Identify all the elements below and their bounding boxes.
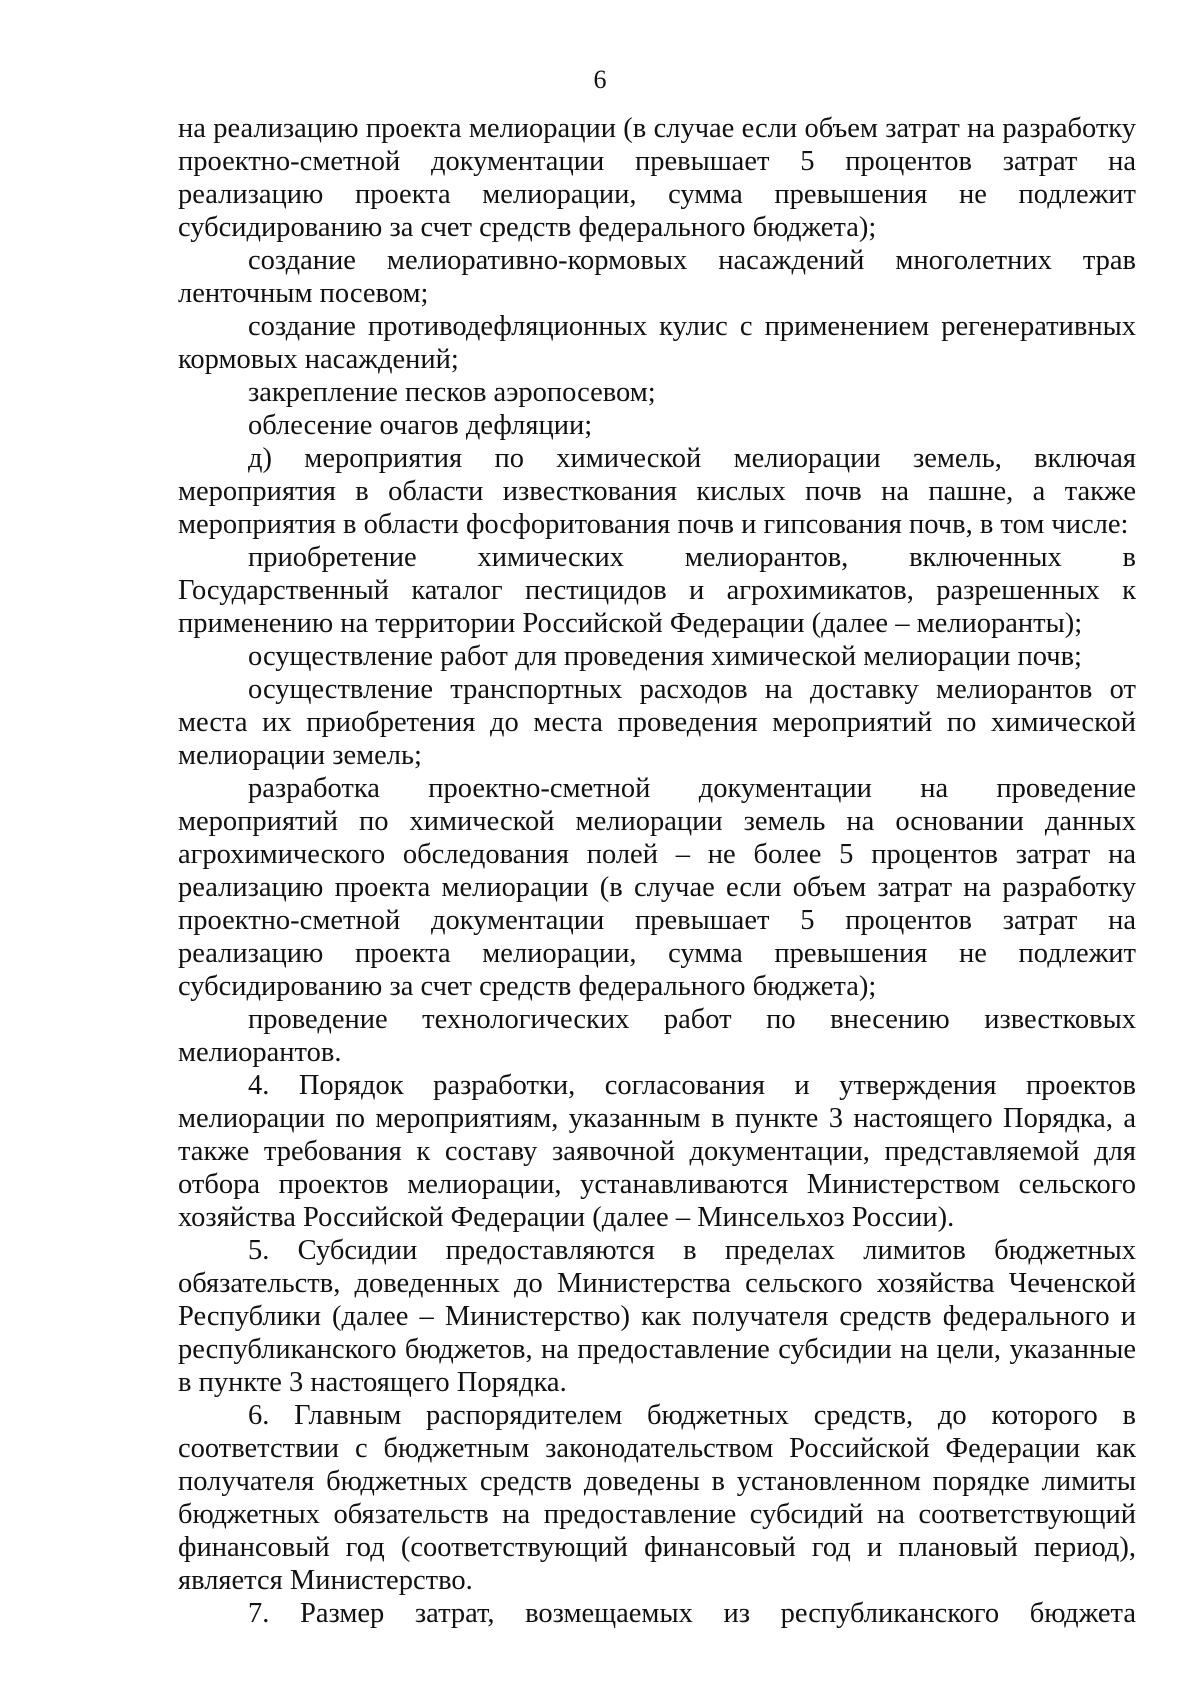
paragraph-sand-fixation: закрепление песков аэропосевом; <box>248 377 656 408</box>
paragraph-section-6: 6. Главным распорядителем бюджетных средств, до которого в соответствии с бюджетным законодательством Российской Федерации как получателя бюджетных средств доведены в установленном порядке лимиты бюджетных обязательств на предоставление субсидий на соответствующий финансовый год (соответствующий финансовый год и плановый период), является Министерство. <box>178 1400 1136 1596</box>
paragraph-section-4: 4. Порядок разработки, согласования и утверждения проектов мелиорации по мероприятиям, указанным в пункте 3 настоящего Порядка, а также требования к составу заявочной документации, представляемой для отбора проектов мелиорации, устанавливаются Министерством сельского хозяйства Российской Федерации (далее – Минсельхоз России). <box>178 1070 1136 1233</box>
paragraph-afforestation: облесение очагов дефляции; <box>248 410 593 441</box>
paragraph-section-7: 7. Размер затрат, возмещаемых из республиканского бюджета <box>248 1598 1136 1629</box>
paragraph-chemical-works: осуществление работ для проведения химической мелиорации почв; <box>248 641 1082 672</box>
document-body <box>178 112 1136 1630</box>
paragraph-section-5: 5. Субсидии предоставляются в пределах лимитов бюджетных обязательств, доведенных до Министерства сельского хозяйства Чеченской Республики (далее – Министерство) как получателя средств федерального и республиканского бюджетов, на предоставление субсидии на цели, указанные в пункте 3 настоящего Порядка. <box>178 1235 1136 1398</box>
paragraph-design-documentation: разработка проектно-сметной документации на проведение мероприятий по химической мелиорации земель на основании данных агрохимического обследования полей – не более 5 процентов затрат на реализацию проекта мелиорации (в случае если объем затрат на разработку проектно-сметной документации превышает 5 процентов затрат на реализацию проекта мелиорации, сумма превышения не подлежит субсидированию за счет средств федерального бюджета); <box>178 773 1136 1002</box>
paragraph-transport-costs: осуществление транспортных расходов на доставку мелиорантов от места их приобретения до места проведения мероприятий по химической мелиорации земель; <box>178 674 1136 771</box>
page-number: 6 <box>593 65 607 94</box>
paragraph-item-d: д) мероприятия по химической мелиорации земель, включая мероприятия в области известкования кислых почв на пашне, а также мероприятия в области фосфоритования почв и гипсования почв, в том числе: <box>178 443 1136 540</box>
paragraph-continuation: на реализацию проекта мелиорации (в случае если объем затрат на разработку проектно-сметной документации превышает 5 процентов затрат на реализацию проекта мелиорации, сумма превышения не подлежит субсидированию за счет средств федерального бюджета); <box>178 113 1136 243</box>
paragraph-windbreaks: создание противодефляционных кулис с применением регенеративных кормовых насаждений; <box>178 311 1136 375</box>
paragraph-fodder-plantings: создание мелиоративно-кормовых насаждений многолетних трав ленточным посевом; <box>178 245 1136 309</box>
paragraph-liming-works: проведение технологических работ по внесению известковых мелиорантов. <box>178 1004 1136 1068</box>
paragraph-purchase-meliorants: приобретение химических мелиорантов, включенных в Государственный каталог пестицидов и агрохимикатов, разрешенных к применению на территории Российской Федерации (далее – мелиоранты); <box>178 542 1136 639</box>
